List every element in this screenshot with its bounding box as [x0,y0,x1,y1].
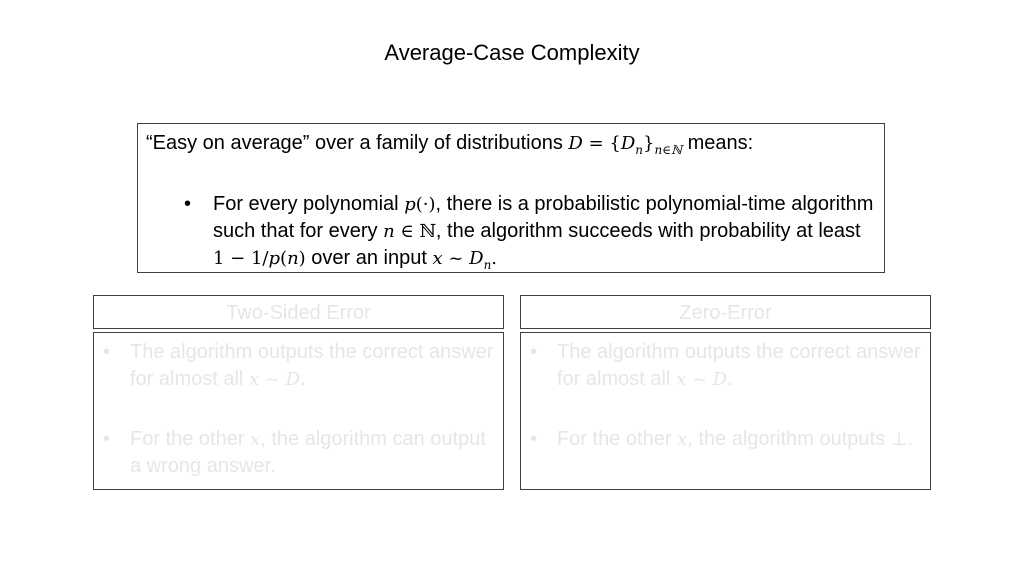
zero-error-box [520,332,931,490]
zero-error-text-3: , the algorithm outputs [687,428,891,450]
math-D: D [568,133,583,154]
two-sided-period: . [300,368,306,390]
bullet-icon: • [103,428,111,450]
math-D: D [712,369,728,390]
math-family-sub: n∈ℕ [654,143,683,157]
math-p-arg: (·) [415,194,436,215]
intro-prefix: “Easy on average” over a family of distributions [146,132,569,154]
intro-suffix: means: [682,132,754,154]
zero-error-item-1 [527,339,924,393]
zero-error-header: Zero-Error [520,295,931,329]
bullet-icon: • [103,341,111,363]
def-text-3: , the algorithm succeeds with probability at least [435,220,861,242]
definition-list [146,191,876,279]
math-sim: ~ [686,369,713,390]
definition-bullet [146,191,876,279]
def-text-1: For every polynomial [213,193,405,215]
two-sided-text-1: The algorithm outputs the correct answer for almost all [130,341,494,390]
zero-error-item-2 [527,426,924,453]
math-x: x [432,248,443,269]
bullet-icon: • [530,341,538,363]
definition-intro [146,130,876,164]
two-sided-text-2: For the other [130,428,251,450]
slide-title: Average-Case Complexity [384,40,640,65]
def-text-4: over an input [305,247,433,269]
two-sided-text-3: , the algorithm can output a wrong answer. [130,428,486,477]
definition-box [137,123,885,273]
two-sided-error-box [93,332,504,490]
math-x: x [677,429,688,450]
math-p: p [404,194,416,215]
math-x: x [248,369,260,390]
math-D2: D [469,248,484,269]
math-eq: = { [582,133,621,154]
bullet-icon: • [184,193,192,215]
two-sided-item-1 [100,339,497,393]
two-sided-error-header: Two-Sided Error [93,295,504,329]
math-Dn-sub: n [635,143,644,157]
math-sim: ~ [442,248,470,269]
math-x: x [675,369,687,390]
zero-error-text-2: For the other [557,428,678,450]
math-paren-close: ) [298,248,306,269]
bullet-icon: • [530,428,538,450]
math-n: n [383,221,395,242]
math-close: } [643,133,655,154]
math-p2: p [268,248,281,269]
zero-error-text-1: The algorithm outputs the correct answer for almost all [557,341,921,390]
def-text-2: , there is a probabilistic polynomial-time algorithm such that for every [213,193,874,242]
math-one-minus: 1 − 1/ [213,248,269,269]
def-period: . [491,248,498,269]
math-n2: n [287,248,299,269]
zero-error-period: . [727,368,733,390]
zero-error-list [527,339,924,453]
zero-error-period-2: . [907,428,914,450]
math-paren-open: ( [280,248,288,269]
two-sided-list [100,339,497,480]
math-in-N: ∈ ℕ [394,221,436,242]
math-Dn: D [620,133,636,154]
math-D: D [285,369,301,390]
math-bottom: ⊥ [890,429,908,450]
math-x: x [250,429,261,450]
math-D2-sub: n [483,258,492,272]
two-sided-item-2 [100,426,497,480]
math-sim: ~ [259,369,286,390]
